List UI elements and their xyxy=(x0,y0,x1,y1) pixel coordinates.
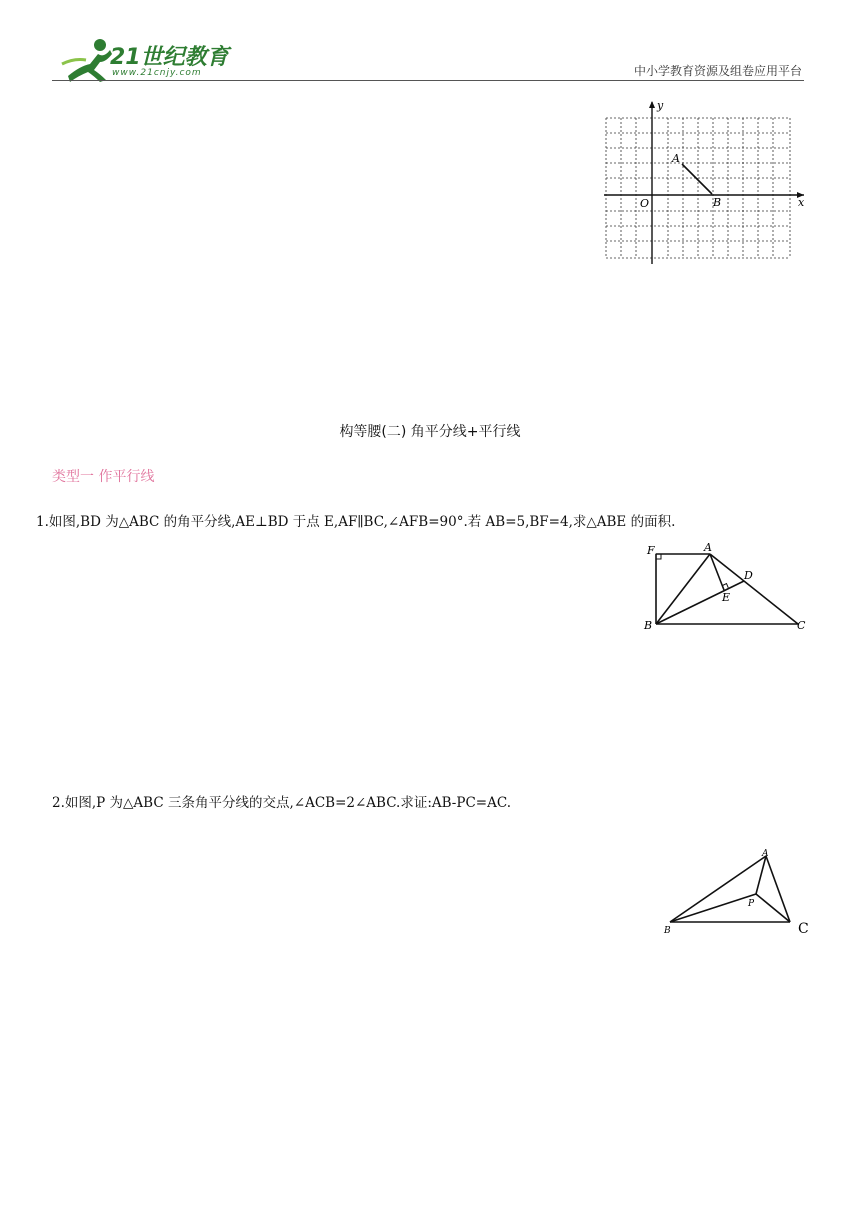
segment-ab-fig1 xyxy=(656,554,710,624)
segment-ab-fig2 xyxy=(670,856,766,922)
platform-name: 中小学教育资源及组卷应用平台 xyxy=(633,64,802,78)
coordinate-grid-figure xyxy=(598,98,812,268)
logo-url: www.21cnjy.com xyxy=(112,68,202,78)
label-e: E xyxy=(722,591,731,604)
label-b: B xyxy=(644,619,653,632)
grid-lines xyxy=(606,118,790,258)
segment-bd xyxy=(656,581,744,624)
problem-1-figure xyxy=(640,540,812,634)
type-heading: 类型一 作平行线 xyxy=(52,469,155,485)
label-f: F xyxy=(647,544,655,557)
problem-2-text: 2.如图,P 为△ABC 三条角平分线的交点,∠ACB=2∠ABC.求证:AB-PC=AC. xyxy=(52,795,511,811)
label-d: D xyxy=(744,569,753,582)
label-b: B xyxy=(664,926,671,936)
y-axis-arrow-icon xyxy=(649,101,655,108)
label-c: C xyxy=(797,619,806,632)
label-point-b: B xyxy=(713,196,722,209)
problem-2-figure xyxy=(660,844,814,940)
segment-ab xyxy=(682,164,712,194)
label-y: y xyxy=(657,99,664,112)
logo-text: 21世纪教育 xyxy=(110,45,229,70)
header-divider xyxy=(52,80,804,81)
section-title: 构等腰(二) 角平分线+平行线 xyxy=(339,424,521,440)
label-p: P xyxy=(748,899,755,909)
label-c: C xyxy=(798,921,809,937)
label-a: A xyxy=(762,849,769,859)
segment-pb xyxy=(670,894,756,922)
problem-1-text: 1.如图,BD 为△ABC 的角平分线,AE⊥BD 于点 E,AF∥BC,∠AFB=90°.若 AB=5,BF=4,求△ABE 的面积. xyxy=(36,514,676,530)
label-x: x xyxy=(798,196,805,209)
label-origin: O xyxy=(640,197,650,210)
label-a: A xyxy=(704,541,712,554)
label-point-a: A xyxy=(672,152,680,165)
